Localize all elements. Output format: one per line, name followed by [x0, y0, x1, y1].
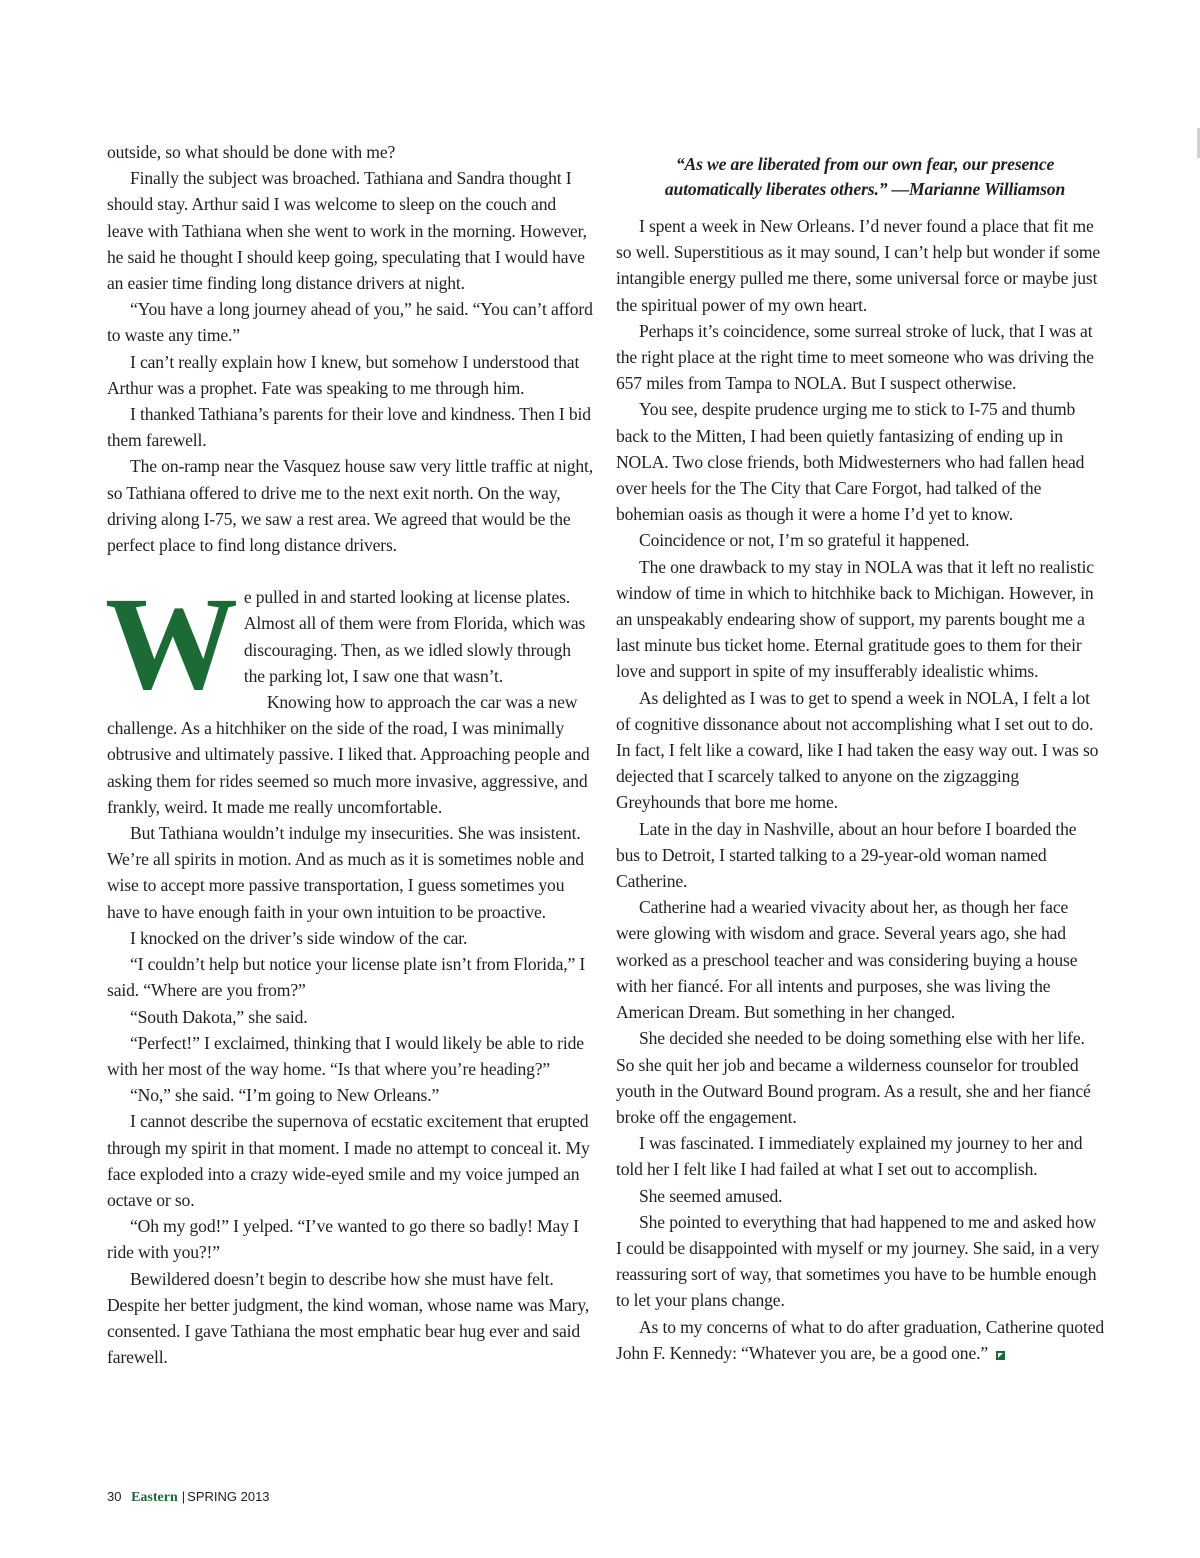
drop-cap-letter: W: [105, 569, 238, 718]
paragraph: The one drawback to my stay in NOLA was that it left no realistic window of time in which to hitchhike back to Michigan. However, in an unspeakably endearing show of support, my parents bought me a last minute bus ticket home. Eternal gratitude goes to them for their love and support in spite of my insufferably idealistic whims.: [616, 556, 1094, 682]
paragraph: I spent a week in New Orleans. I’d never found a place that fit me so well. Superstitious as it may sound, I can’t help but wonder if some intangible energy pulled me there, some universal force or maybe just the spiritual power of my own heart.: [616, 216, 1101, 315]
paragraph: She seemed amused.: [639, 1185, 783, 1206]
right-column: [616, 139, 1104, 1366]
paragraph: “I couldn’t help but notice your license plate isn’t from Florida,” I said. “Where are you from?”: [107, 954, 586, 1001]
paragraph: “South Dakota,” she said.: [130, 1006, 308, 1027]
paragraph: She decided she needed to be doing something else with her life. So she quit her job and became a wilderness counselor for troubled youth in the Outward Bound program. As a result, she and her fiancé broke off the engagement.: [616, 1028, 1091, 1127]
paragraph: outside, so what should be done with me?: [107, 142, 396, 162]
paragraph: You see, despite prudence urging me to stick to I-75 and thumb back to the Mitten, I had been quietly fantasizing of ending up in NOLA. Two close friends, both Midwesterners who had fallen head over heels for the The City that Care Forgot, had talked of the bohemian oasis as though it were a home I’d yet to know.: [616, 399, 1085, 525]
end-of-article-icon: [996, 1351, 1005, 1360]
paragraph: Bewildered doesn’t begin to describe how she must have felt. Despite her better judgment, the kind woman, whose name was Mary, consented. I gave Tathiana the most emphatic bear hug ever and said farewell.: [107, 1268, 590, 1368]
paragraph: “No,” she said. “I’m going to New Orleans.”: [130, 1085, 440, 1106]
drop-cap-paragraph-text: e pulled in and started looking at license plates. Almost all of them were from Florida, which was discouraging. Then, as we idled slowly through the parking lot, I saw one that wasn’t.: [243, 587, 586, 686]
page-number: 30: [107, 1489, 122, 1504]
paragraph: The on-ramp near the Vasquez house saw very little traffic at night, so Tathiana offered to drive me to the next exit north. On the way, driving along I-75, we saw a rest area. We agreed that would be the perfect place to find long distance drivers.: [107, 456, 594, 556]
final-paragraph: [616, 1314, 1104, 1366]
pull-quote-line: automatically liberates others.” —Marianne Williamson: [664, 179, 1066, 199]
left-column: [107, 139, 595, 1370]
magazine-name: Eastern: [131, 1490, 178, 1505]
paragraph: Finally the subject was broached. Tathiana and Sandra thought I should stay. Arthur said I was welcome to sleep on the couch and leave with Tathiana when she went to work in the morning. However, he said he thought I should keep going, speculating that I would have an easier time finding long distance drivers at night.: [107, 168, 587, 294]
final-paragraph-text: As to my concerns of what to do after graduation, Catherine quoted John F. Kennedy: “Whatever you are, be a good one.”: [616, 1316, 1104, 1363]
paragraph: But Tathiana wouldn’t indulge my insecurities. She was insistent. We’re all spirits in motion. And as much as it is sometimes noble and wise to accept more passive transportation, I guess sometimes you have to have enough faith in your own intuition to be proactive.: [107, 823, 584, 922]
page-footer: [107, 1489, 270, 1506]
paragraph: I knocked on the driver’s side window of the car.: [130, 927, 468, 948]
paragraph: “You have a long journey ahead of you,” he said. “You can’t afford to waste any time.”: [107, 299, 593, 346]
paragraph: Perhaps it’s coincidence, some surreal stroke of luck, that I was at the right place at the right time to meet someone who was driving the 657 miles from Tampa to NOLA. But I suspect otherwise.: [616, 320, 1094, 394]
paragraph: Late in the day in Nashville, about an hour before I boarded the bus to Detroit, I started talking to a 29-year-old woman named Catherine.: [616, 818, 1077, 892]
paragraph: I thanked Tathiana’s parents for their love and kindness. Then I bid them farewell.: [107, 404, 591, 451]
paragraph: As delighted as I was to get to spend a week in NOLA, I felt a lot of cognitive dissonance about not accomplishing what I set out to do. In fact, I felt like a coward, like I had taken the easy way out. I was so dejected that I scarcely talked to anyone on the zigzagging Greyhounds that bore me home.: [616, 687, 1099, 813]
paragraph: She pointed to everything that had happened to me and asked how I could be disappointed with myself or my journey. She said, in a very reassuring sort of way, that sometimes you have to be humble enough to let your plans change.: [616, 1211, 1100, 1311]
drop-cap-paragraph: [105, 569, 595, 718]
paragraph: “Perfect!” I exclaimed, thinking that I would likely be able to ride with her most of the way home. “Is that where you’re heading?”: [107, 1032, 584, 1079]
footer-separator: |: [181, 1489, 186, 1504]
pull-quote-line: “As we are liberated from our own fear, our presence: [675, 154, 1055, 174]
paragraph: Catherine had a wearied vivacity about her, as though her face were glowing with wisdom and grace. Several years ago, she had worked as a preschool teacher and was considering buying a house with her fiancé. For all intents and purposes, she was living the American Dream. But something in her changed.: [616, 897, 1078, 1023]
issue-label: SPRING 2013: [187, 1489, 270, 1504]
paragraph: I was fascinated. I immediately explained my journey to her and told her I felt like I had failed at what I set out to accomplish.: [616, 1133, 1083, 1180]
paragraph: Knowing how to approach the car was a new challenge. As a hitchhiker on the side of the road, I was minimally obtrusive and ultimately passive. I liked that. Approaching people and asking them for rides seemed so much more invasive, aggressive, and frankly, weird. It made me really uncomfortable.: [107, 692, 590, 817]
paragraph: “Oh my god!” I yelped. “I’ve wanted to go there so badly! May I ride with you?!”: [107, 1216, 579, 1263]
paragraph: I cannot describe the supernova of ecstatic excitement that erupted through my spirit in that moment. I made no attempt to conceal it. My face exploded into a crazy wide-eyed smile and my voice jumped an octave or so.: [107, 1111, 590, 1210]
paragraph: I can’t really explain how I knew, but somehow I understood that Arthur was a prophet. Fate was speaking to me through him.: [107, 351, 580, 398]
paragraph: Coincidence or not, I’m so grateful it happened.: [639, 530, 970, 551]
pull-quote: [626, 152, 1104, 202]
